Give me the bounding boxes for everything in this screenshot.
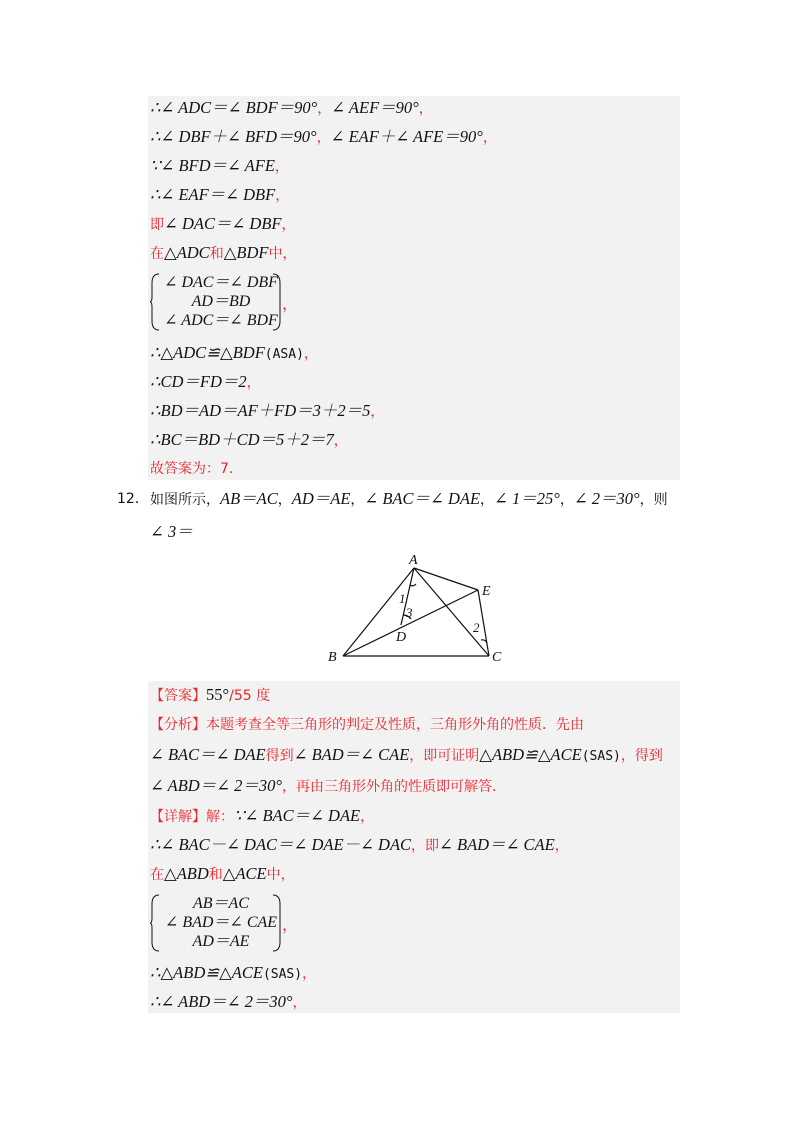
label-A: A	[409, 553, 418, 568]
proof-line-8: ∴CD＝FD＝2，	[150, 372, 261, 391]
system-row: AD＝AE	[192, 933, 250, 950]
system-rows	[162, 894, 280, 951]
system-comma: ，	[282, 915, 299, 934]
left-brace	[150, 273, 160, 331]
label-B: B	[328, 650, 337, 665]
system-row: AD＝BD	[191, 293, 251, 310]
analysis-line-1: 【分析】本题考查全等三角形的判定及性质，三角形外角的性质．先由	[150, 717, 584, 733]
proof-line-7: ∴△ADC≌△BDF(ASA)，	[150, 343, 318, 362]
label-angle-3: 3	[406, 605, 413, 620]
question-ask: ∠ 3＝	[150, 522, 193, 541]
system-comma: ，	[282, 294, 299, 313]
final-answer-11: 故答案为：7.	[150, 461, 234, 477]
proof-line-9: ∴BD＝AD＝AF＋FD＝3＋2＝5，	[150, 401, 385, 420]
question-number: 12．	[117, 491, 149, 507]
right-brace	[272, 273, 282, 331]
analysis-line-2: ∠ BAC＝∠ DAE得到∠ BAD＝∠ CAE，即可证明△ABD≌△ACE(SAS)，得到	[150, 745, 663, 764]
system-row: ∠ BAD＝∠ CAE	[164, 914, 278, 931]
label-angle-2: 2	[473, 620, 480, 635]
analysis-line-3: ∠ ABD＝∠ 2＝30°，再由三角形外角的性质即可解答．	[150, 776, 507, 795]
system-row: ∠ DAC＝∠ DBF	[164, 274, 278, 291]
geometry-figure	[325, 553, 525, 665]
detail-line-3: 在△ABD和△ACE中，	[150, 864, 295, 883]
congruence-system-sas	[150, 894, 300, 952]
segment-BE	[343, 590, 478, 656]
system-row: AB＝AC	[193, 895, 249, 912]
detail-line-5: ∴∠ ABD＝∠ 2＝30°，	[150, 992, 307, 1011]
detail-line-4: ∴△ABD≌△ACE(SAS)，	[150, 963, 317, 982]
proof-line-1: ∴∠ ADC＝∠ BDF＝90°，∠ AEF＝90°，	[150, 98, 433, 117]
proof-line-6: 在△ADC和△BDF中，	[150, 243, 297, 262]
answer-line: 【答案】55°/55 度	[150, 685, 271, 704]
proof-line-2: ∴∠ DBF＋∠ BFD＝90°，∠ EAF＋∠ AFE＝90°，	[150, 127, 497, 146]
right-brace	[272, 894, 282, 952]
proof-line-5: 即∠ DAC＝∠ DBF，	[150, 214, 296, 233]
label-C: C	[492, 650, 502, 665]
detail-line-2: ∴∠ BAC－∠ DAC＝∠ DAE－∠ DAC，即∠ BAD＝∠ CAE，	[150, 835, 569, 854]
system-rows	[162, 273, 280, 330]
left-brace	[150, 894, 160, 952]
segment-EC	[478, 590, 489, 656]
question-stem: 如图所示，AB＝AC，AD＝AE，∠ BAC＝∠ DAE，∠ 1＝25°，∠ 2＝30°，则	[150, 489, 668, 508]
proof-line-3: ∵∠ BFD＝∠ AFE，	[150, 156, 289, 175]
detail-line-1: 【详解】解：∵∠ BAC＝∠ DAE，	[150, 806, 375, 825]
congruence-system-asa	[150, 273, 300, 331]
proof-line-10: ∴BC＝BD＋CD＝5＋2＝7，	[150, 430, 348, 449]
label-D: D	[396, 630, 407, 645]
system-row: ∠ ADC＝∠ BDF	[164, 312, 278, 329]
label-angle-1: 1	[399, 591, 406, 606]
proof-line-4: ∴∠ EAF＝∠ DBF，	[150, 185, 290, 204]
label-E: E	[482, 584, 491, 599]
